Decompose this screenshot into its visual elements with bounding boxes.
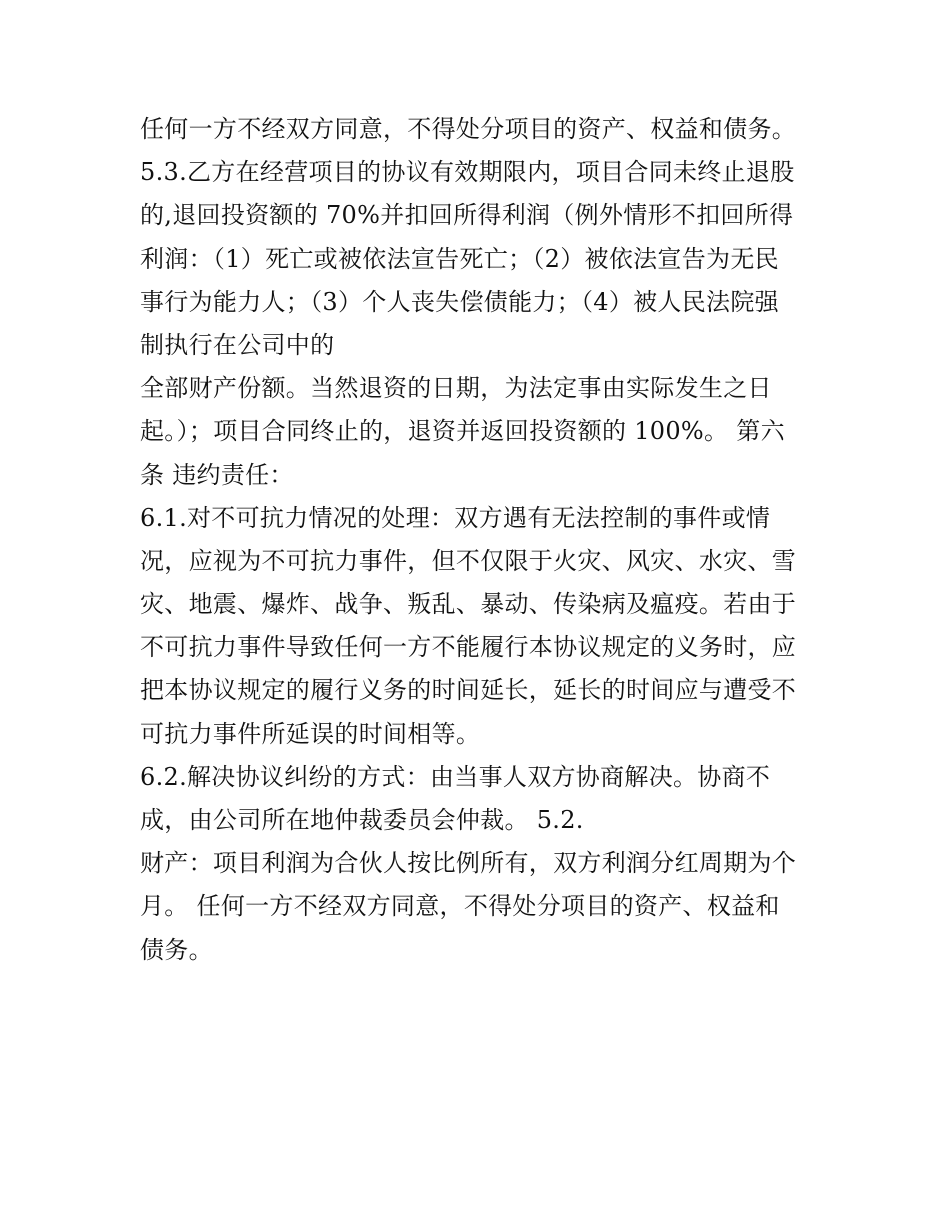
text-line: 的,退回投资额的 70%并扣回所得利润（例外情形不扣回所得: [140, 201, 794, 230]
text-line: 可抗力事件所延误的时间相等。: [140, 719, 481, 748]
text-line: 把本协议规定的履行义务的时间延长，延长的时间应与遭受不: [140, 676, 797, 705]
text-line: 6.1.对不可抗力情况的处理：双方遇有无法控制的事件或情: [140, 503, 771, 532]
text-line: 事行为能力人；（3）个人丧失偿债能力；（4）被人民法院强: [140, 287, 779, 316]
text-line: 条 违约责任：: [140, 460, 294, 489]
text-line: 不可抗力事件导致任何一方不能履行本协议规定的义务时，应: [140, 633, 797, 662]
text-line: 成，由公司所在地仲裁委员会仲裁。 5.2.: [140, 806, 584, 834]
text-line: 制执行在公司中的: [140, 330, 335, 359]
text-line: 利润：（1）死亡或被依法宣告死亡；（2）被依法宣告为无民: [140, 244, 779, 273]
text-line: 月。 任何一方不经双方同意，不得处分项目的资产、权益和: [140, 892, 780, 921]
text-line: 起。）；项目合同终止的，退资并返回投资额的 100%。 第六: [140, 417, 785, 446]
text-line: 5.3.乙方在经营项目的协议有效期限内，项目合同未终止退股: [140, 158, 795, 187]
text-line: 债务。: [140, 935, 213, 964]
text-line: 全部财产份额。当然退资的日期，为法定事由实际发生之日: [140, 374, 772, 403]
text-line: 任何一方不经双方同意，不得处分项目的资产、权益和债务。: [140, 115, 797, 143]
text-line: 财产：项目利润为合伙人按比例所有，双方利润分红周期为个: [140, 849, 797, 878]
text-line: 灾、地震、爆炸、战争、叛乱、暴动、传染病及瘟疫。若由于: [140, 590, 797, 619]
body-text: [140, 108, 830, 972]
text-line: 6.2.解决协议纠纷的方式：由当事人双方协商解决。协商不: [140, 762, 771, 791]
text-line: 况，应视为不可抗力事件，但不仅限于火灾、风灾、水灾、雪: [140, 546, 797, 575]
